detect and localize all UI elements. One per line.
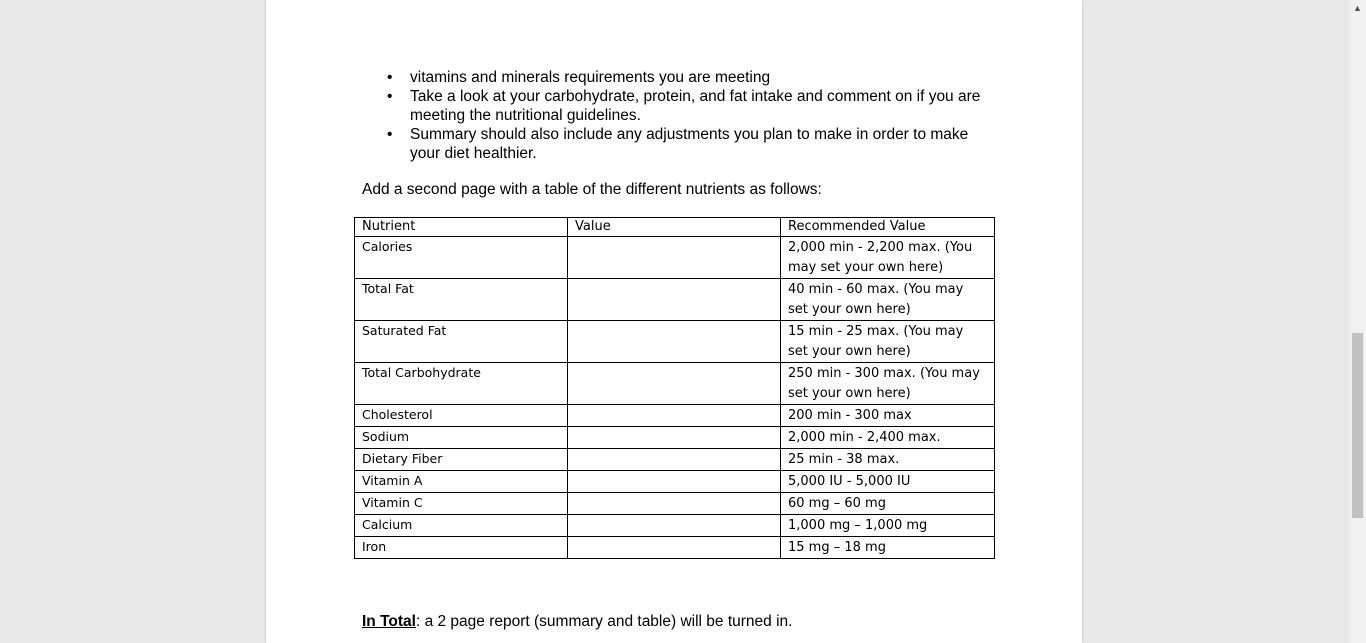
value-cell (568, 321, 781, 363)
scrollbar-thumb[interactable] (1352, 333, 1363, 518)
table-row (355, 427, 995, 449)
list-item-text: Summary should also include any adjustments you plan to make in order to make your diet healthier. (410, 126, 969, 162)
table-intro-text: Add a second page with a table of the different nutrients as follows: (362, 181, 822, 198)
list-item (384, 68, 984, 87)
total-text: : a 2 page report (summary and table) will be turned in. (415, 613, 793, 630)
value-cell (568, 471, 781, 493)
value-cell (568, 363, 781, 405)
value-cell (568, 493, 781, 515)
list-item-text: Take a look at your carbohydrate, protein, and fat intake and comment on if you are meeting the nutritional guidelines. (410, 88, 981, 124)
vertical-scrollbar[interactable] (1349, 0, 1366, 643)
header-nutrient: Nutrient (355, 218, 568, 237)
recommended-cell: 40 min - 60 max. (You may set your own here) (781, 279, 995, 321)
value-cell (568, 515, 781, 537)
recommended-cell: 5,000 IU - 5,000 IU (781, 471, 995, 493)
recommended-cell: 15 min - 25 max. (You may set your own here) (781, 321, 995, 363)
nutrient-cell: Total Fat (355, 279, 568, 321)
bullet-icon: • (387, 126, 393, 143)
recommended-cell: 2,000 min - 2,400 max. (781, 427, 995, 449)
document-page (266, 0, 1082, 643)
table-row (355, 321, 995, 363)
value-cell (568, 449, 781, 471)
recommended-cell: 15 mg – 18 mg (781, 537, 995, 559)
nutrient-cell: Iron (355, 537, 568, 559)
requirements-list (384, 68, 984, 163)
bullet-icon: • (387, 88, 393, 105)
recommended-cell: 60 mg – 60 mg (781, 493, 995, 515)
table-row (355, 471, 995, 493)
value-cell (568, 427, 781, 449)
list-item (384, 125, 984, 163)
nutrient-cell: Calcium (355, 515, 568, 537)
nutrients-table (354, 217, 995, 559)
table-row (355, 237, 995, 279)
table-row (355, 449, 995, 471)
value-cell (568, 237, 781, 279)
table-header-row (355, 218, 995, 237)
recommended-cell: 25 min - 38 max. (781, 449, 995, 471)
nutrient-cell: Saturated Fat (355, 321, 568, 363)
nutrient-cell: Vitamin A (355, 471, 568, 493)
bullet-icon: • (387, 69, 393, 86)
nutrient-cell: Calories (355, 237, 568, 279)
table-row (355, 537, 995, 559)
value-cell (568, 279, 781, 321)
table-row (355, 363, 995, 405)
list-item-text: vitamins and minerals requirements you are meeting (410, 69, 771, 86)
total-label: In Total (362, 613, 416, 630)
nutrient-cell: Dietary Fiber (355, 449, 568, 471)
recommended-cell: 2,000 min - 2,200 max. (You may set your own here) (781, 237, 995, 279)
total-summary (362, 612, 792, 631)
recommended-cell: 200 min - 300 max (781, 405, 995, 427)
nutrient-cell: Total Carbohydrate (355, 363, 568, 405)
table-row (355, 515, 995, 537)
header-recommended-value: Recommended Value (781, 218, 995, 237)
value-cell (568, 537, 781, 559)
value-cell (568, 405, 781, 427)
header-value: Value (568, 218, 781, 237)
nutrient-cell: Vitamin C (355, 493, 568, 515)
nutrient-cell: Cholesterol (355, 405, 568, 427)
list-item (384, 87, 984, 125)
recommended-cell: 1,000 mg – 1,000 mg (781, 515, 995, 537)
scroll-up-arrow-icon[interactable]: ▲ (1353, 3, 1362, 13)
table-row (355, 279, 995, 321)
table-row (355, 493, 995, 515)
recommended-cell: 250 min - 300 max. (You may set your own here) (781, 363, 995, 405)
table-row (355, 405, 995, 427)
nutrient-cell: Sodium (355, 427, 568, 449)
